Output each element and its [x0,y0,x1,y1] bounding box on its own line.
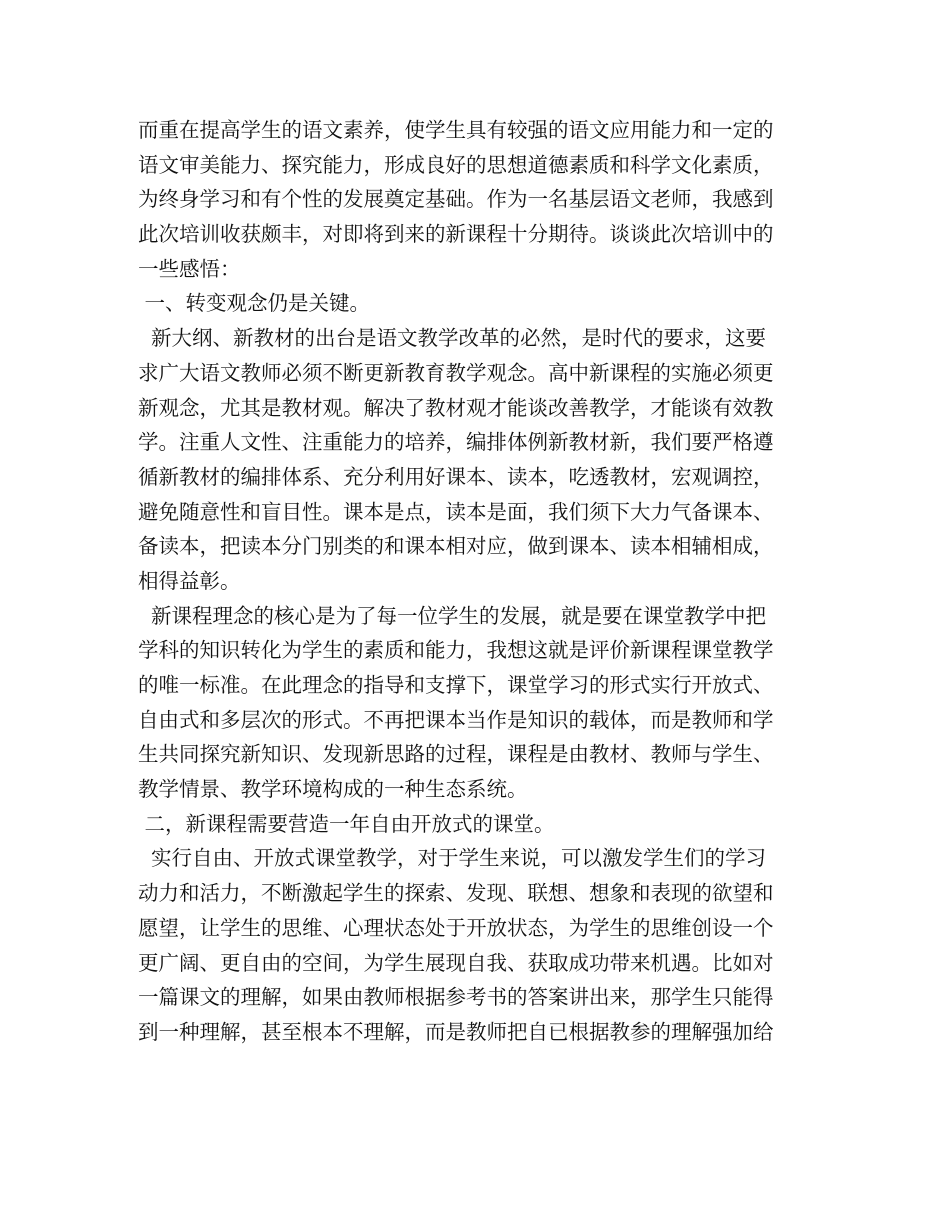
text-line: 循新教材的编排体系、充分利用好课本、读本，吃透教材，宏观调控， [138,464,774,489]
text-line: 一篇课文的理解，如果由教师根据参考书的答案讲出来，那学生只能得 [138,985,774,1010]
text-line: 语文审美能力、探究能力，形成良好的思想道德素质和科学文化素质， [138,152,774,177]
text-line: 教学情景、教学环境构成的一种生态系统。 [138,777,528,802]
text-line: 的唯一标准。在此理念的指导和支撑下，课堂学习的形式实行开放式、 [138,673,774,697]
text-line: 实行自由、开放式课堂教学，对于学生来说，可以激发学生们的学习 [138,846,767,871]
section-heading-2: 二，新课程需要营造一年自由开放式的课堂。 [138,811,555,836]
text-line: 自由式和多层次的形式。不再把课本当作是知识的载体，而是教师和学 [138,707,774,732]
text-line: 而重在提高学生的语文素养，使学生具有较强的语文应用能力和一定的 [138,118,774,142]
text-line: 学。注重人文性、注重能力的培养，编排体例新教材新，我们要严格遵 [138,430,774,455]
text-line: 更广阔、更自由的空间，为学生展现自我、获取成功带来机遇。比如对 [138,950,774,975]
body-text [138,113,828,1050]
text-line: 避免随意性和盲目性。课本是点，读本是面，我们须下大力气备课本、 [138,499,774,524]
text-line: 愿望，让学生的思维、心理状态处于开放状态，为学生的思维创设一个 [138,915,774,940]
text-line: 新观念，尤其是教材观。解决了教材观才能谈改善教学，才能谈有效教 [138,395,774,420]
text-line: 新大纲、新教材的出台是语文教学改革的必然，是时代的要求，这要 [138,326,767,351]
text-line: 此次培训收获颇丰，对即将到来的新课程十分期待。谈谈此次培训中的 [138,222,774,247]
text-line: 一些感悟： [138,256,241,281]
text-line: 新课程理念的核心是为了每一位学生的发展，就是要在课堂教学中把 [138,603,767,628]
text-line: 学科的知识转化为学生的素质和能力，我想这就是评价新课程课堂教学 [138,638,774,663]
text-line: 动力和活力，不断激起学生的探索、发现、联想、想象和表现的欲望和 [138,881,774,906]
section-heading-1: 一、转变观念仍是关键。 [138,291,371,316]
text-line: 到一种理解，甚至根本不理解，而是教师把自已根据教参的理解强加给 [138,1019,774,1044]
text-line: 备读本，把读本分门别类的和课本相对应，做到课本、读本相辅相成， [138,534,774,559]
text-line: 相得益彰。 [138,568,241,593]
text-line: 生共同探究新知识、发现新思路的过程，课程是由教材、教师与学生、 [138,742,774,767]
text-line: 为终身学习和有个性的发展奠定基础。作为一名基层语文老师，我感到 [138,187,774,212]
text-line: 求广大语文教师必须不断更新教育教学观念。高中新课程的实施必须更 [138,360,774,385]
